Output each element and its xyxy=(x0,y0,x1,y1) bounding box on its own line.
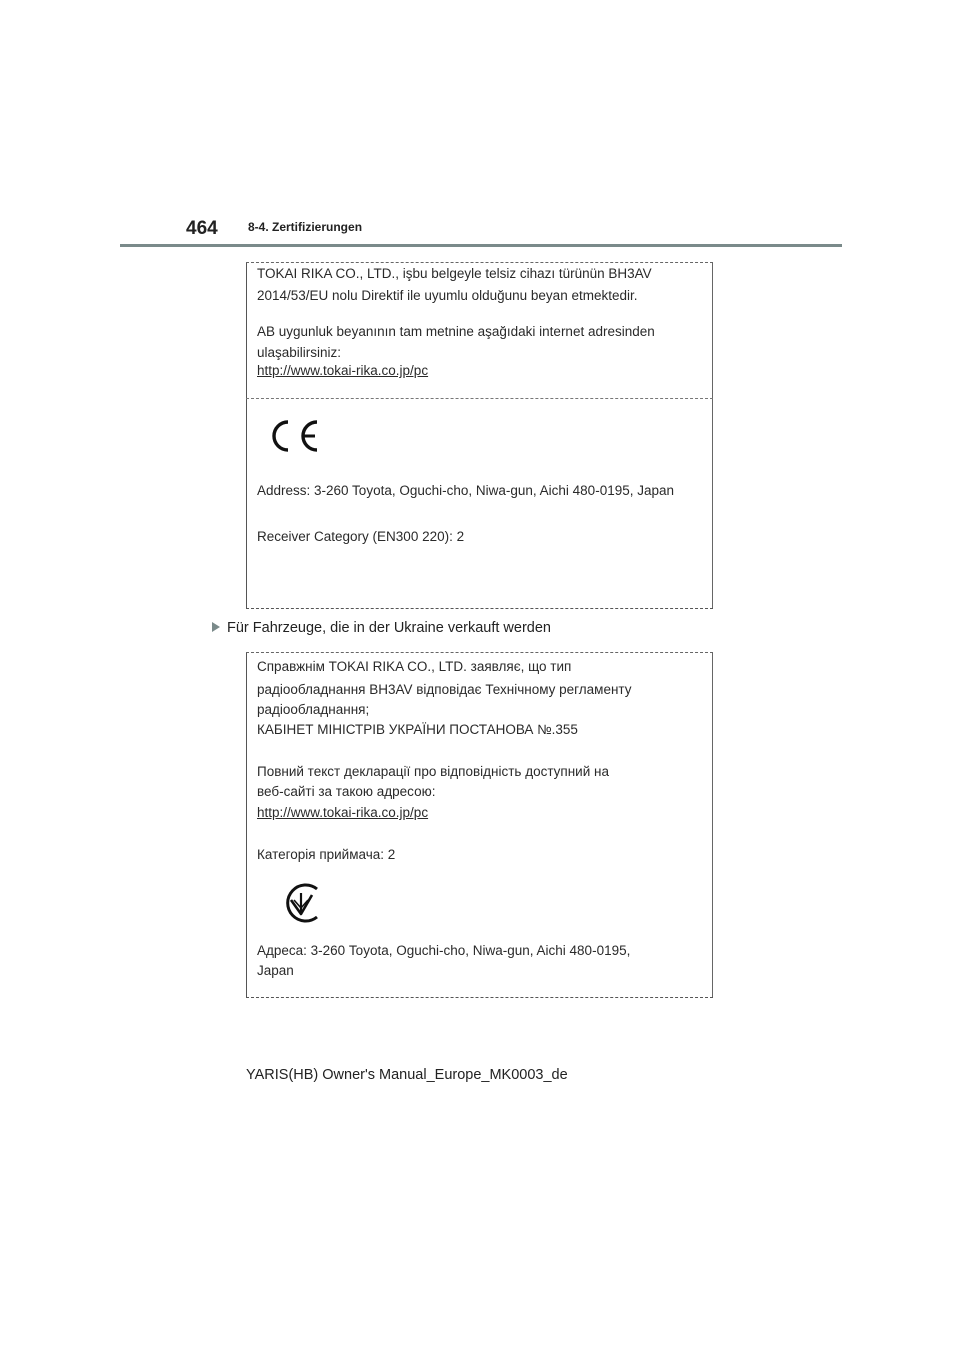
box-top-line xyxy=(246,262,713,263)
manufacturer-address: Адреса: 3-260 Toyota, Oguchi-cho, Niwa-gun, Aichi 480-0195, xyxy=(257,943,631,958)
ce-mark-icon xyxy=(261,418,323,454)
box-bottom-line xyxy=(246,997,713,998)
header-rule xyxy=(120,244,842,247)
declaration-box-ukrainian xyxy=(246,652,713,998)
manufacturer-address: Address: 3-260 Toyota, Oguchi-cho, Niwa-gun, Aichi 480-0195, Japan xyxy=(257,483,675,498)
declaration-line: AB uygunluk beyanının tam metnine aşağıdaki internet adresinden xyxy=(257,324,655,339)
bullet-text: Für Fahrzeuge, die in der Ukraine verkauft werden xyxy=(227,620,551,636)
box-divider xyxy=(246,398,713,399)
ukraine-conformity-mark-icon xyxy=(277,880,329,926)
declaration-line: Повний текст декларації про відповідність доступний на xyxy=(257,764,609,779)
box-bottom-line xyxy=(246,608,713,609)
page-number: 464 xyxy=(186,218,218,239)
bullet-item xyxy=(212,620,551,636)
declaration-line: Справжнім TOKAI RIKA CO., LTD. заявляє, що тип xyxy=(257,659,572,674)
declaration-box-turkish xyxy=(246,262,713,609)
triangle-bullet-icon xyxy=(212,622,220,632)
declaration-line: 2014/53/EU nolu Direktif ile uyumlu olduğunu beyan etmektedir. xyxy=(257,288,638,303)
box-top-line xyxy=(246,652,713,653)
declaration-line: радіообладнання BH3AV відповідає Технічному регламенту xyxy=(257,682,632,697)
declaration-line: ulaşabilirsiniz: xyxy=(257,345,342,360)
declaration-link[interactable]: http://www.tokai-rika.co.jp/pc xyxy=(257,805,429,820)
manufacturer-address: Japan xyxy=(257,963,294,978)
footer-manual-id: YARIS(HB) Owner's Manual_Europe_MK0003_de xyxy=(246,1067,568,1083)
receiver-category: Категорія приймача: 2 xyxy=(257,847,396,862)
declaration-line: КАБІНЕТ МІНІСТРІВ УКРАЇНИ ПОСТАНОВА №.355 xyxy=(257,722,578,737)
section-title: 8-4. Zertifizierungen xyxy=(248,220,363,234)
declaration-link[interactable]: http://www.tokai-rika.co.jp/pc xyxy=(257,363,429,378)
declaration-line: радіообладнання; xyxy=(257,702,370,717)
declaration-line: TOKAI RIKA CO., LTD., işbu belgeyle telsiz cihazı türünün BH3AV xyxy=(257,266,652,281)
declaration-line: веб-сайті за такою адресою: xyxy=(257,784,436,799)
receiver-category: Receiver Category (EN300 220): 2 xyxy=(257,529,465,544)
